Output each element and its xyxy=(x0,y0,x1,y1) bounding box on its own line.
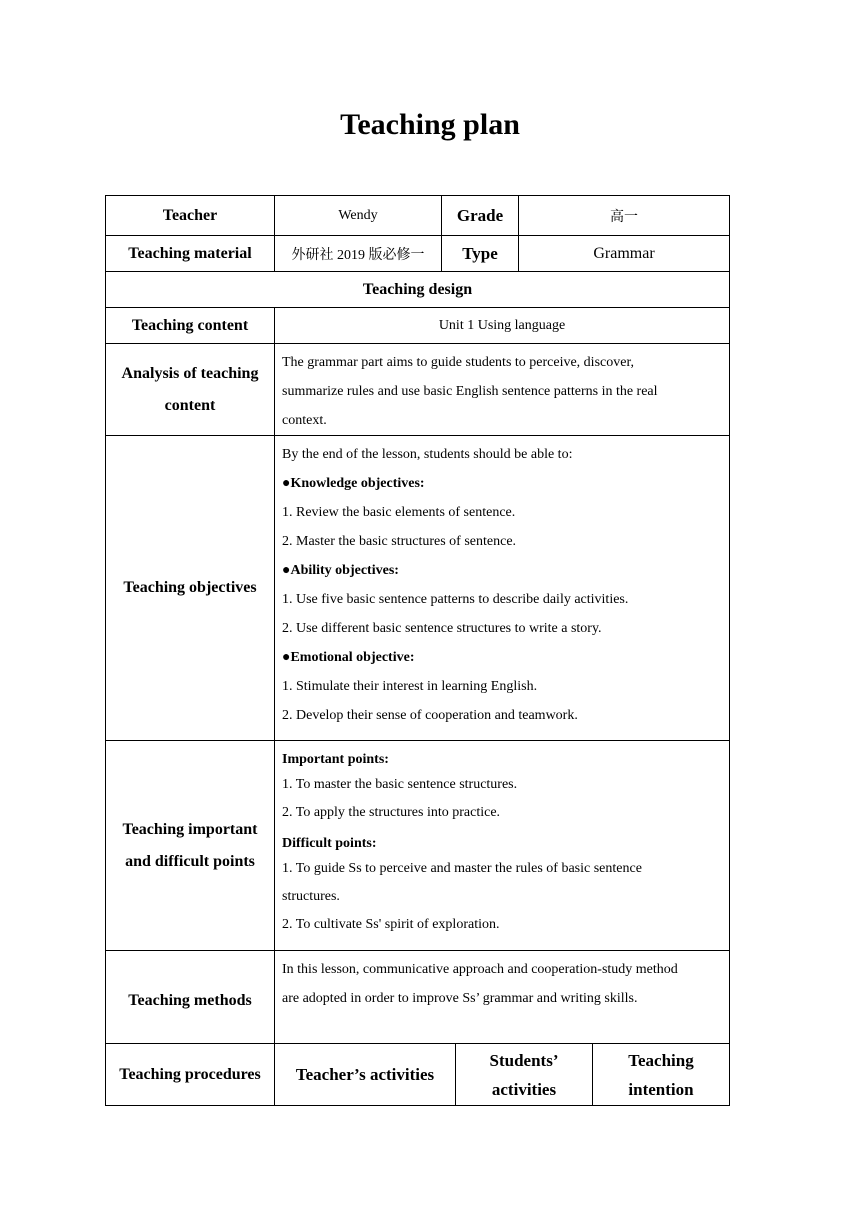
objectives-text-cell xyxy=(274,435,730,741)
design-header: Teaching design xyxy=(362,280,473,298)
emotional-heading: ●Emotional objective: xyxy=(282,650,415,665)
point-item: 2. To apply the structures into practice. xyxy=(282,805,501,820)
teacher-value: Wendy xyxy=(338,207,378,223)
material-label-cell xyxy=(105,235,275,272)
analysis-label-cell xyxy=(105,343,275,436)
grade-label-cell xyxy=(441,195,519,236)
objective-item: 2. Master the basic structures of sentence. xyxy=(282,534,517,549)
objective-item: 2. Use different basic sentence structures to write a story. xyxy=(282,621,602,636)
teacher-label: Teacher xyxy=(162,206,218,224)
points-label-cell xyxy=(105,740,275,951)
point-item: 2. To cultivate Ss' spirit of exploration. xyxy=(282,917,500,932)
type-label-cell xyxy=(441,235,519,272)
objective-item: 1. Review the basic elements of sentence. xyxy=(282,505,516,520)
analysis-line: The grammar part aims to guide students to perceive, discover, xyxy=(282,355,635,370)
methods-text-cell xyxy=(274,950,730,1044)
point-item: 1. To guide Ss to perceive and master the rules of basic sentence xyxy=(282,861,642,876)
analysis-line: context. xyxy=(282,413,327,428)
methods-label: Teaching methods xyxy=(128,992,252,1009)
material-value-cell xyxy=(274,235,442,272)
important-heading: Important points: xyxy=(282,752,389,767)
design-header-cell xyxy=(105,271,730,308)
students-activities-line2: activities xyxy=(491,1079,557,1099)
page-title: Teaching plan xyxy=(340,108,520,141)
grade-value-cell xyxy=(518,195,730,236)
grade-label: Grade xyxy=(456,205,504,225)
objective-item: 2. Develop their sense of cooperation and teamwork. xyxy=(282,708,578,723)
type-label: Type xyxy=(462,243,498,263)
procedures-label: Teaching procedures xyxy=(119,1065,261,1083)
grade-value: 高一 xyxy=(610,209,638,225)
type-value-cell xyxy=(518,235,730,272)
objective-item: 1. Use five basic sentence patterns to describe daily activities. xyxy=(282,592,629,607)
teaching-intention-line1: Teaching xyxy=(628,1050,694,1070)
ability-heading: ●Ability objectives: xyxy=(282,563,399,578)
teaching-intention-cell xyxy=(592,1043,730,1106)
analysis-label-line2: content xyxy=(164,396,216,414)
point-item: 1. To master the basic sentence structures. xyxy=(282,777,518,792)
points-label-line1: Teaching important xyxy=(122,820,258,838)
type-value: Grammar xyxy=(593,244,655,262)
objective-item: 1. Stimulate their interest in learning English. xyxy=(282,679,538,694)
content-label-cell xyxy=(105,307,275,344)
material-label: Teaching material xyxy=(128,244,252,262)
points-label-line2: and difficult points xyxy=(125,852,255,870)
teacher-activities-cell xyxy=(274,1043,456,1106)
methods-line: In this lesson, communicative approach and cooperation-study method xyxy=(282,962,678,977)
point-item: structures. xyxy=(282,889,340,904)
methods-line: are adopted in order to improve Ss’ grammar and writing skills. xyxy=(282,991,638,1006)
teacher-label-cell xyxy=(105,195,275,236)
objectives-intro: By the end of the lesson, students should be able to: xyxy=(282,447,573,462)
procedures-label-cell xyxy=(105,1043,275,1106)
teaching-intention-line2: intention xyxy=(628,1079,694,1099)
material-value: 外研社 2019 版必修一 xyxy=(291,247,425,263)
students-activities-line1: Students’ xyxy=(489,1050,559,1070)
objectives-label: Teaching objectives xyxy=(123,579,257,596)
analysis-line: summarize rules and use basic English sentence patterns in the real xyxy=(282,384,658,399)
content-label: Teaching content xyxy=(131,316,249,334)
students-activities-cell xyxy=(455,1043,593,1106)
methods-label-cell xyxy=(105,950,275,1044)
objectives-label-cell xyxy=(105,435,275,741)
teacher-activities-header: Teacher’s activities xyxy=(295,1064,435,1084)
content-value-cell xyxy=(274,307,730,344)
points-text-cell xyxy=(274,740,730,951)
difficult-heading: Difficult points: xyxy=(282,836,377,851)
content-value: Unit 1 Using language xyxy=(438,317,566,333)
analysis-text-cell xyxy=(274,343,730,436)
teacher-value-cell xyxy=(274,195,442,236)
knowledge-heading: ●Knowledge objectives: xyxy=(282,476,425,491)
analysis-label-line1: Analysis of teaching xyxy=(121,364,259,382)
